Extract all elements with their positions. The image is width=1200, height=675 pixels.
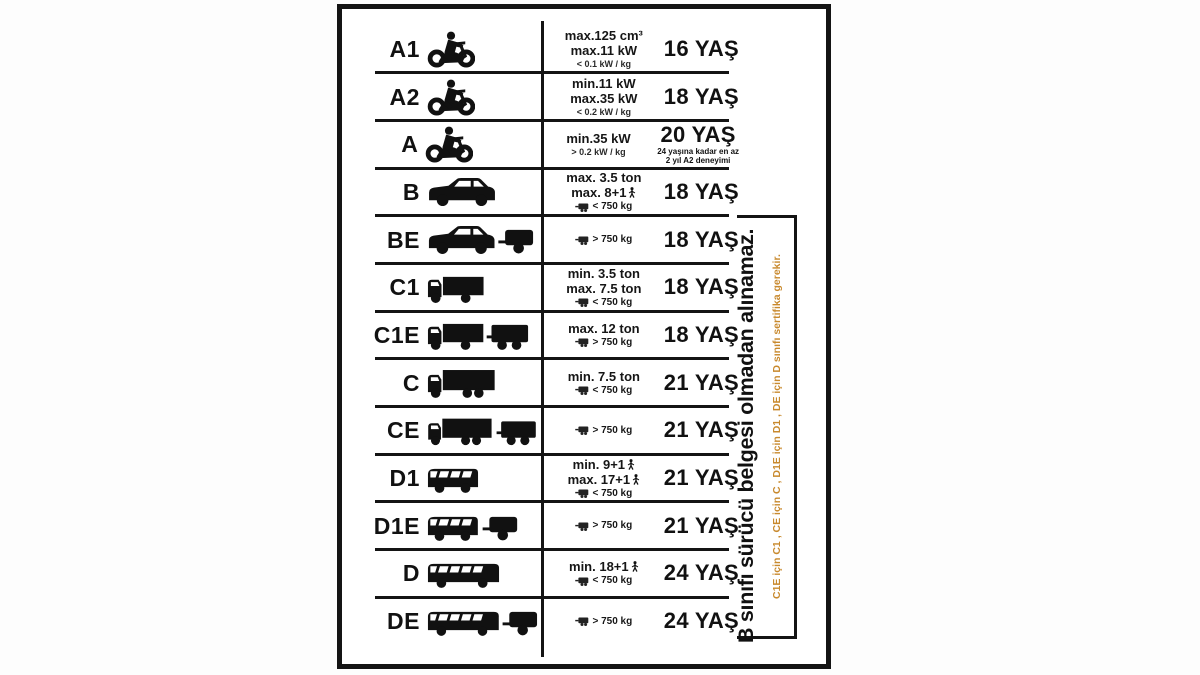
table-row	[342, 550, 739, 598]
requirement-text: max. 8+1	[571, 185, 627, 201]
table-row	[342, 454, 739, 502]
requirement-small-text: < 0.1 kW / kg	[576, 58, 631, 69]
age-cell	[664, 37, 739, 61]
age-note: 2 yıl A2 deneyimi	[665, 156, 731, 166]
requirements-cell	[544, 559, 664, 587]
requirements-cell	[544, 233, 664, 246]
vehicle-icon	[420, 605, 544, 637]
vehicle-icon	[420, 224, 544, 255]
trailer-icon	[575, 203, 589, 212]
trailer-weight-text: < 750 kg	[592, 384, 633, 396]
requirement-text: min.11 kW	[572, 75, 636, 91]
motorcycle-icon	[425, 125, 473, 163]
vehicle-icon	[420, 318, 544, 351]
vehicle-icon	[420, 462, 544, 494]
side-note-primary: B sınıfı sürücü belgesi olmadan alınamaz.	[734, 228, 758, 644]
car-trailer-icon	[427, 224, 535, 255]
vehicle-icon	[420, 557, 544, 589]
vehicle-icon	[420, 176, 544, 207]
age-cell	[664, 228, 739, 252]
trailer-weight-text: < 750 kg	[592, 487, 633, 499]
minimum-age: 21 YAŞ	[663, 512, 739, 538]
age-cell	[664, 275, 739, 299]
minimum-age: 24 YAŞ	[663, 608, 739, 634]
table-row	[342, 311, 739, 359]
minimum-age: 20 YAŞ	[660, 122, 736, 148]
vehicle-icon	[420, 366, 544, 399]
truck-big-icon	[427, 366, 498, 399]
requirements-cell	[544, 28, 664, 70]
requirements-cell	[544, 519, 664, 532]
person-icon	[628, 187, 636, 198]
trailer-icon	[575, 426, 589, 435]
requirement-small-text: > 0.2 kW / kg	[571, 146, 626, 157]
table-row	[342, 216, 739, 264]
requirements-cell	[544, 170, 664, 213]
table-row	[342, 597, 739, 645]
bus-trailer-icon	[427, 605, 538, 637]
vehicle-icon	[420, 78, 544, 116]
requirement-text: max. 12 ton	[568, 320, 640, 336]
minimum-age: 21 YAŞ	[663, 465, 739, 491]
minimum-age: 18 YAŞ	[663, 274, 739, 300]
age-cell	[657, 123, 739, 165]
requirement-text: min.35 kW	[566, 130, 631, 146]
minibus-icon	[427, 462, 479, 494]
requirements-cell	[544, 266, 664, 309]
requirement-text: min. 7.5 ton	[567, 368, 640, 384]
table-row	[342, 168, 739, 216]
minimum-age: 21 YAŞ	[663, 369, 739, 395]
trailer-icon	[575, 489, 589, 498]
vehicle-icon	[420, 271, 544, 304]
license-class-label: B	[402, 178, 420, 205]
minimum-age: 18 YAŞ	[663, 83, 739, 109]
minimum-age: 18 YAŞ	[663, 321, 739, 347]
requirement-text: max.125 cm³	[564, 27, 643, 43]
age-cell	[664, 561, 739, 585]
license-class-label: C1	[389, 274, 420, 301]
requirement-text: min. 9+1	[572, 456, 626, 472]
trailer-weight-text: > 750 kg	[592, 520, 633, 532]
requirements-cell	[544, 321, 664, 349]
trailer-icon	[575, 617, 589, 626]
vehicle-icon	[420, 415, 544, 446]
requirements-cell	[540, 131, 657, 158]
license-class-label: D1E	[373, 512, 420, 539]
requirement-text: max. 7.5 ton	[566, 280, 642, 296]
requirements-cell	[544, 457, 664, 500]
trailer-icon	[575, 338, 589, 347]
car-icon	[427, 176, 497, 207]
table-row	[342, 407, 739, 455]
table-row	[342, 263, 739, 311]
trailer-icon	[575, 386, 589, 395]
table-row	[342, 502, 739, 550]
age-note: 24 yaşına kadar en az	[657, 147, 740, 157]
trailer-weight-text: > 750 kg	[592, 336, 633, 348]
minimum-age: 18 YAŞ	[663, 178, 739, 204]
license-class-label: D1	[389, 465, 420, 492]
motorcycle-icon	[427, 30, 475, 68]
requirement-text: max. 17+1	[567, 471, 631, 487]
trailer-weight-text: < 750 kg	[592, 296, 633, 308]
age-cell	[664, 180, 739, 204]
minimum-age: 16 YAŞ	[663, 35, 739, 61]
age-cell	[664, 418, 739, 442]
table-row	[342, 120, 739, 168]
license-class-label: A	[401, 131, 419, 158]
license-class-label: A1	[389, 35, 420, 62]
requirement-text: max.35 kW	[570, 90, 638, 106]
requirement-small-text: < 0.2 kW / kg	[576, 106, 631, 117]
license-class-label: DE	[387, 608, 420, 635]
age-cell	[664, 466, 739, 490]
trailer-weight-text: < 750 kg	[592, 201, 633, 213]
age-cell	[664, 371, 739, 395]
trailer-weight-text: < 750 kg	[592, 575, 633, 587]
truck-small-icon	[427, 271, 485, 304]
vehicle-icon	[420, 30, 544, 68]
license-class-label: D	[402, 560, 420, 587]
requirement-text: max.11 kW	[570, 42, 638, 58]
trailer-icon	[575, 236, 589, 245]
minimum-age: 18 YAŞ	[663, 226, 739, 252]
requirements-cell	[544, 424, 664, 437]
truck-big-trailer-icon	[427, 415, 537, 446]
age-cell	[664, 609, 739, 633]
requirements-cell	[544, 615, 664, 628]
license-class-label: C	[402, 369, 420, 396]
license-class-label: C1E	[373, 321, 420, 348]
person-icon	[627, 459, 635, 470]
license-class-label: BE	[387, 226, 420, 253]
requirements-cell	[544, 76, 664, 118]
requirements-cell	[544, 369, 664, 397]
bus-icon	[427, 557, 500, 589]
person-icon	[632, 474, 640, 485]
motorcycle-icon	[427, 78, 475, 116]
minibus-trailer-icon	[427, 510, 521, 542]
license-chart-page	[337, 4, 831, 669]
license-table	[342, 25, 739, 645]
age-cell	[664, 85, 739, 109]
trailer-weight-text: > 750 kg	[592, 615, 633, 627]
trailer-icon	[575, 577, 589, 586]
requirement-text: min. 3.5 ton	[567, 265, 640, 281]
vehicle-icon	[420, 510, 544, 542]
trailer-icon	[575, 298, 589, 307]
truck-small-trailer-icon	[427, 318, 530, 351]
trailer-icon	[575, 522, 589, 531]
table-row	[342, 359, 739, 407]
vehicle-icon	[418, 125, 539, 163]
minimum-age: 21 YAŞ	[663, 417, 739, 443]
side-note-secondary: C1E için C1 , CE için C , D1E için D1 , DE için D sınıfı sertifika gerekir.	[771, 254, 783, 600]
license-class-label: CE	[387, 417, 420, 444]
trailer-weight-text: > 750 kg	[592, 424, 633, 436]
license-class-label: A2	[389, 83, 420, 110]
age-cell	[664, 323, 739, 347]
requirement-text: min. 18+1	[569, 559, 629, 575]
trailer-weight-text: > 750 kg	[592, 234, 633, 246]
table-row	[342, 25, 739, 73]
requirement-text: max. 3.5 ton	[566, 170, 642, 186]
person-icon	[631, 561, 639, 572]
age-cell	[664, 514, 739, 538]
minimum-age: 24 YAŞ	[663, 560, 739, 586]
table-row	[342, 73, 739, 121]
